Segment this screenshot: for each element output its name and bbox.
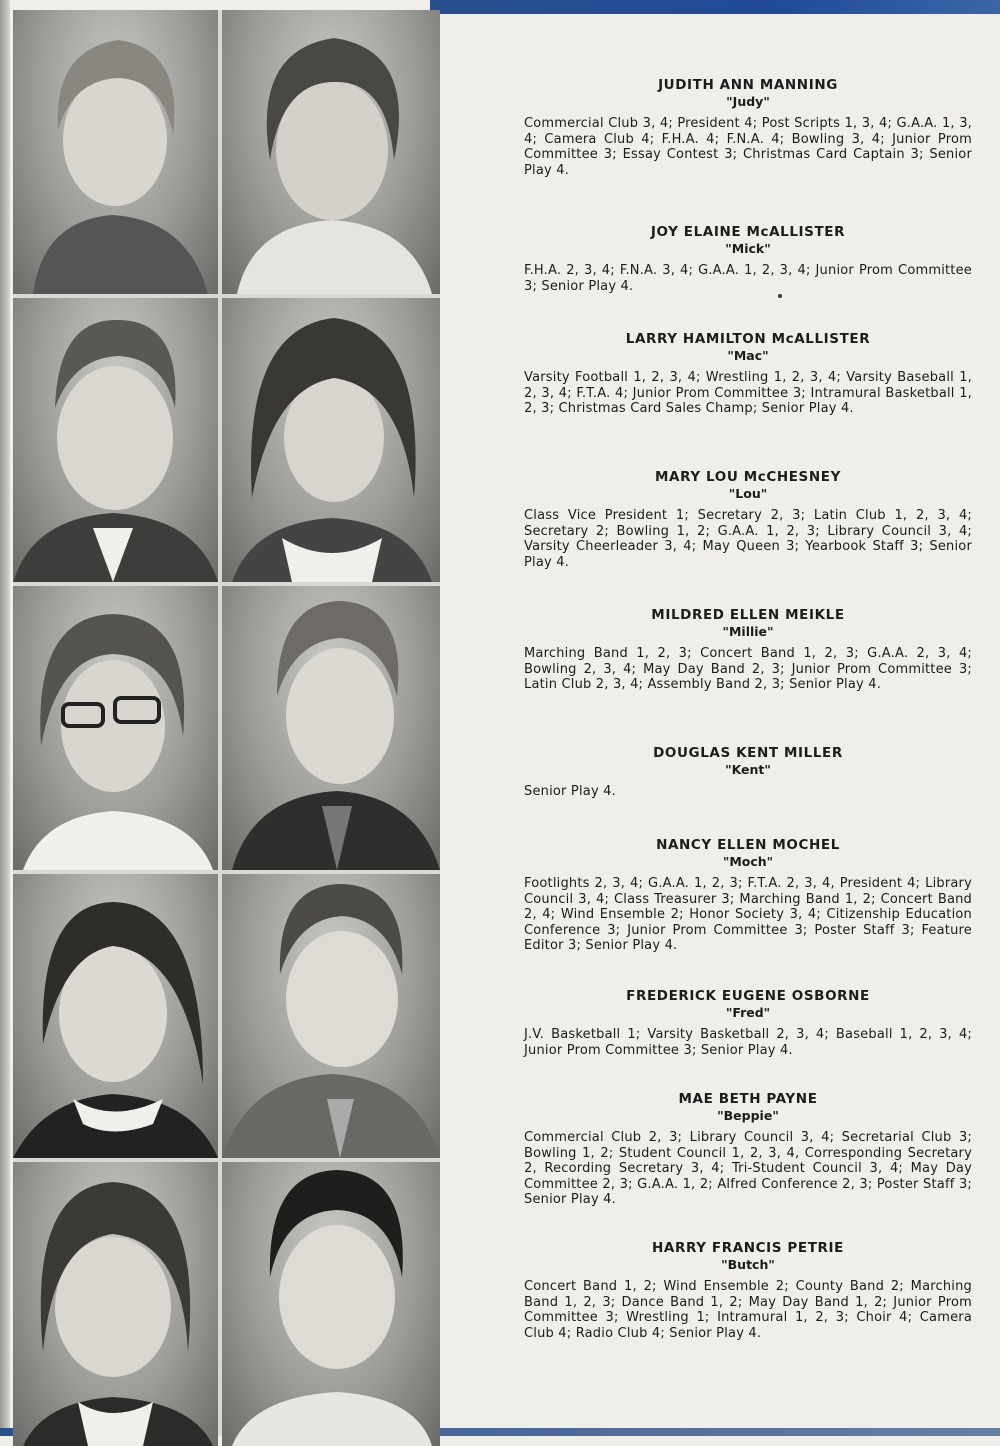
portrait-girl-icon <box>222 10 440 294</box>
portrait-girl-glasses-icon <box>13 586 218 870</box>
senior-name: DOUGLAS KENT MILLER <box>653 745 843 761</box>
senior-nickname: "Millie" <box>722 624 774 639</box>
senior-activities: Senior Play 4. <box>524 784 616 799</box>
senior-entry <box>524 76 972 223</box>
senior-entry <box>524 606 972 744</box>
senior-name: MARY LOU McCHESNEY <box>655 469 841 485</box>
portrait-girl-icon <box>13 10 218 294</box>
senior-activities: Commercial Club 3, 4; President 4; Post Scripts 1, 3, 4; G.A.A. 1, 3, 4; Camera Club 4; F.H.A. 4; F.N.A. 4; Bowling 3, 4; Junior Prom Committee 3; Essay Contest 3; Christmas Card Captain 3; Senior Play 4. <box>524 116 972 178</box>
portrait-photo-1 <box>13 10 218 294</box>
portrait-photo-10 <box>222 1162 440 1446</box>
portrait-photo-7 <box>13 874 218 1158</box>
senior-entry <box>524 1090 972 1239</box>
portrait-grid <box>13 10 440 1436</box>
portrait-girl-icon <box>13 1162 218 1446</box>
portrait-photo-9 <box>13 1162 218 1446</box>
senior-nickname: "Moch" <box>722 854 774 869</box>
senior-nickname: "Butch" <box>721 1257 775 1272</box>
senior-entry <box>524 468 972 606</box>
senior-activities: Class Vice President 1; Secretary 2, 3; Latin Club 1, 2, 3, 4; Secretary 2; Bowling 1, 2; G.A.A. 1, 2, 3; Library Council 3, 4; Varsity Cheerleader 3, 4; May Queen 3; Yearbook Staff 3; Senior Play 4. <box>524 508 972 570</box>
senior-nickname: "Judy" <box>726 94 770 109</box>
senior-entry <box>524 744 972 836</box>
senior-activities: Varsity Football 1, 2, 3, 4; Wrestling 1, 2, 3, 4; Varsity Baseball 1, 2, 3, 4; F.T.A. 4; Junior Prom Committee 3; Intramural Basketball 1, 2, 3; Christmas Card Sales Champ; Senior Play 4. <box>524 370 972 417</box>
senior-name: JUDITH ANN MANNING <box>658 77 838 93</box>
senior-activities: J.V. Basketball 1; Varsity Basketball 2, 3, 4; Baseball 1, 2, 3, 4; Junior Prom Committee 3; Senior Play 4. <box>524 1027 972 1058</box>
portrait-photo-2 <box>222 10 440 294</box>
senior-name: HARRY FRANCIS PETRIE <box>652 1240 844 1256</box>
portrait-photo-4 <box>222 298 440 582</box>
portrait-boy-icon <box>222 586 440 870</box>
senior-activities: Marching Band 1, 2, 3; Concert Band 1, 2, 3; G.A.A. 2, 3, 4; Bowling 2, 3, 4; May Day Band 2, 3; Junior Prom Committee 3; Latin Club 2, 3, 4; Assembly Band 2, 3; Senior Play 4. <box>524 646 972 693</box>
senior-bios-column <box>524 76 972 1341</box>
senior-name: NANCY ELLEN MOCHEL <box>656 837 840 853</box>
portrait-photo-5 <box>13 586 218 870</box>
senior-activities: F.H.A. 2, 3, 4; F.N.A. 3, 4; G.A.A. 1, 2, 3, 4; Junior Prom Committee 3; Senior Play 4. <box>524 263 972 294</box>
senior-nickname: "Mick" <box>725 241 771 256</box>
senior-nickname: "Beppie" <box>717 1108 779 1123</box>
senior-entry <box>524 987 972 1090</box>
portrait-girl-icon <box>13 874 218 1158</box>
portrait-photo-6 <box>222 586 440 870</box>
senior-name: MAE BETH PAYNE <box>678 1091 818 1107</box>
portrait-boy-icon <box>13 298 218 582</box>
senior-name: JOY ELAINE McALLISTER <box>650 224 846 240</box>
senior-entry <box>524 223 972 330</box>
senior-name: FREDERICK EUGENE OSBORNE <box>626 988 870 1004</box>
portrait-boy-icon <box>222 874 440 1158</box>
senior-entry <box>524 836 972 987</box>
portrait-girl-icon <box>222 298 440 582</box>
page-spine <box>0 0 10 1436</box>
senior-entry <box>524 330 972 468</box>
portrait-photo-8 <box>222 874 440 1158</box>
senior-activities: Concert Band 1, 2; Wind Ensemble 2; County Band 2; Marching Band 1, 2, 3; Dance Band 1, 2; May Day Band 1, 2; Junior Prom Committee 3; Wrestling 1; Intramural 1, 2, 3; Choir 4; Camera Club 4; Radio Club 4; Senior Play 4. <box>524 1279 972 1341</box>
senior-activities: Footlights 2, 3, 4; G.A.A. 1, 2, 3; F.T.A. 2, 3, 4, President 4; Library Council 3, 4; Class Treasurer 3; Marching Band 1, 2; Concert Band 2, 4; Wind Ensemble 2; Honor Society 3, 4; Citizenship Education Conference 3; Junior Prom Committee 3; Poster Staff 3; Feature Editor 3; Senior Play 4. <box>524 876 972 954</box>
senior-nickname: "Lou" <box>728 486 768 501</box>
senior-nickname: "Kent" <box>725 762 771 777</box>
senior-name: LARRY HAMILTON McALLISTER <box>625 331 871 347</box>
cover-edge-top <box>430 0 1000 14</box>
senior-name: MILDRED ELLEN MEIKLE <box>651 607 845 623</box>
portrait-photo-3 <box>13 298 218 582</box>
senior-nickname: "Mac" <box>727 348 769 363</box>
senior-entry <box>524 1239 972 1341</box>
senior-nickname: "Fred" <box>725 1005 771 1020</box>
portrait-boy-icon <box>222 1162 440 1446</box>
senior-activities: Commercial Club 2, 3; Library Council 3, 4; Secretarial Club 3; Bowling 1, 2; Student Council 1, 2, 3, 4, Corresponding Secretary 2, Recording Secretary 3, 4; Tri-Student Council 3, 4; May Day Committee 2, 3; G.A.A. 1, 2; Alfred Conference 2, 3; Poster Staff 3; Senior Play 4. <box>524 1130 972 1208</box>
